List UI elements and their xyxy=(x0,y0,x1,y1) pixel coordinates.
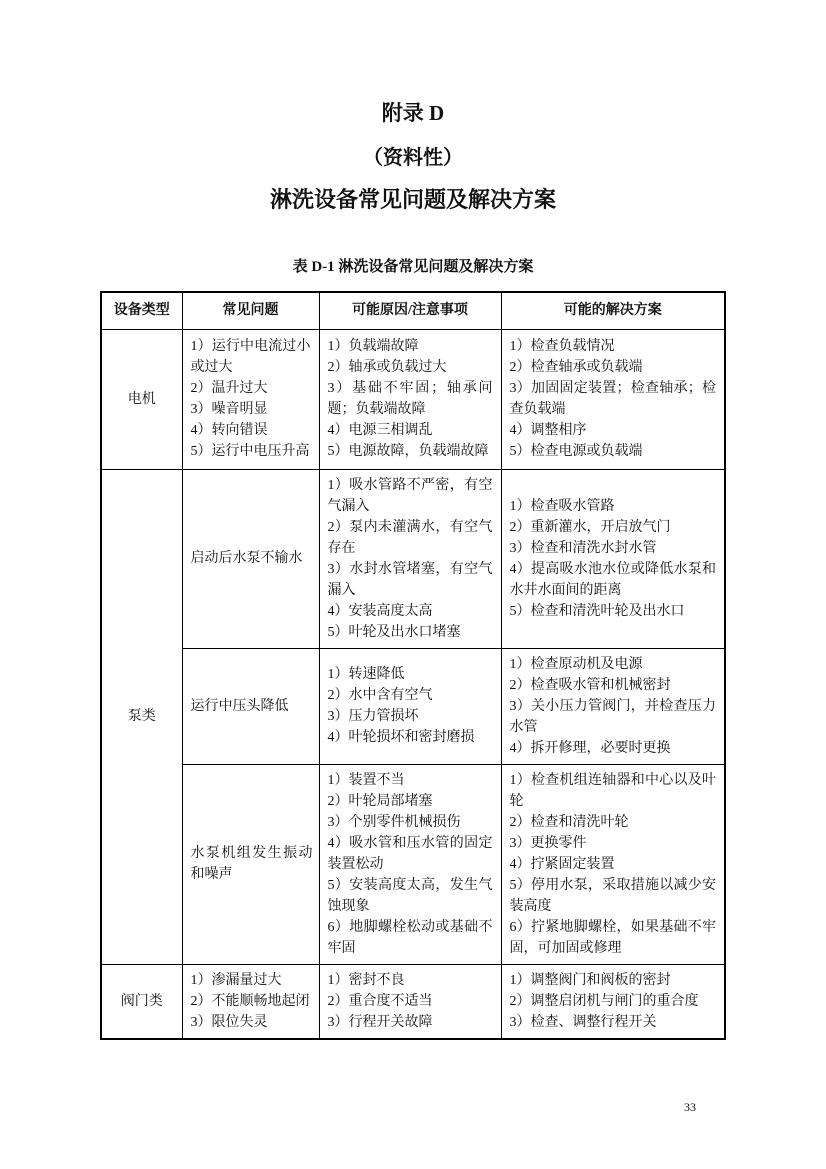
cell-line: 1）密封不良 xyxy=(327,972,405,988)
causes-cell xyxy=(319,648,501,764)
cell-line: 3）噪音明显 xyxy=(190,402,268,417)
causes-cell xyxy=(319,764,501,964)
cell-line: 3）检查和清洗水封水管 xyxy=(509,540,657,556)
cell-line: 2）叶轮局部堵塞 xyxy=(327,793,433,809)
cell-line: 1）检查负载情况 xyxy=(509,339,615,354)
cell-line: 4）拧紧固定装置 xyxy=(509,856,615,872)
cell-line: 2）重新灌水，开启放气门 xyxy=(509,519,671,535)
cell-line: 4）安装高度太高 xyxy=(327,603,433,619)
problems-cell xyxy=(182,964,319,1039)
table-row-valve xyxy=(101,964,725,1039)
cell-line: 3）基础不牢固；轴承问题；负载端故障 xyxy=(327,381,493,417)
cell-line: 5）运行中电压升高 xyxy=(190,444,310,459)
appendix-subject-title: 淋洗设备常见问题及解决方案 xyxy=(269,187,556,212)
cell-line: 3）检查、调整行程开关 xyxy=(509,1014,657,1030)
cell-line: 1）装置不当 xyxy=(327,772,405,788)
cell-line: 4）提高吸水池水位或降低水泵和水井水面间的距离 xyxy=(509,561,716,598)
cell-line: 1）检查机组连轴器和中心以及叶轮 xyxy=(509,772,716,809)
page-number: 33 xyxy=(684,1100,696,1114)
cell-line: 5）叶轮及出水口堵塞 xyxy=(327,624,461,640)
cell-line: 3）行程开关故障 xyxy=(327,1014,433,1030)
cell-line: 5）安装高度太高，发生气蚀现象 xyxy=(327,877,493,914)
cell-line: 2）检查吸水管和机械密封 xyxy=(509,677,671,693)
solutions-cell xyxy=(501,964,725,1039)
problems-cell xyxy=(182,329,319,469)
col-header-possible-cause: 可能原因/注意事项 xyxy=(319,292,501,329)
col-header-equipment-type: 设备类型 xyxy=(101,292,182,329)
cell-line: 1）检查原动机及电源 xyxy=(509,656,643,672)
cell-line: 1）运行中电流过小或过大 xyxy=(190,339,311,375)
equipment-type-cell: 电机 xyxy=(101,329,182,469)
solutions-cell xyxy=(501,764,725,964)
cell-line: 4）调整相序 xyxy=(509,423,587,438)
cell-line: 1）转速降低 xyxy=(327,667,405,682)
troubleshooting-table xyxy=(100,291,726,1040)
problem-label-cell: 水泵机组发生振动和噪声 xyxy=(182,764,319,964)
cell-line: 3）关小压力管阀门，并检查压力水管 xyxy=(509,698,716,735)
cell-line: 2）泵内未灌满水，有空气存在 xyxy=(327,519,493,556)
cell-line: 6）拧紧地脚螺栓，如果基础不牢固，可加固或修理 xyxy=(509,919,716,956)
causes-cell xyxy=(319,469,501,648)
cell-line: 4）拆开修理，必要时更换 xyxy=(509,740,671,756)
table-header-row xyxy=(101,292,725,329)
cell-line: 2）重合度不适当 xyxy=(327,993,433,1009)
equipment-type-cell: 阀门类 xyxy=(101,964,182,1039)
cell-line: 1）负载端故障 xyxy=(327,339,419,354)
cell-line: 2）检查和清洗叶轮 xyxy=(509,814,629,830)
cell-line: 5）停用水泵，采取措施以减少安装高度 xyxy=(509,877,716,914)
table-row-pump-head-drop xyxy=(101,648,725,764)
cell-line: 2）轴承或负载过大 xyxy=(327,360,447,375)
problem-label-cell: 启动后水泵不输水 xyxy=(182,469,319,648)
cell-line: 3）更换零件 xyxy=(509,835,587,851)
cell-line: 5）电源故障，负载端故障 xyxy=(327,444,489,459)
cell-line: 3）限位失灵 xyxy=(190,1014,268,1030)
causes-cell xyxy=(319,964,501,1039)
col-header-common-problem: 常见问题 xyxy=(182,292,319,329)
cell-line: 6）地脚螺栓松动或基础不牢固 xyxy=(327,919,493,956)
col-header-possible-solution: 可能的解决方案 xyxy=(501,292,725,329)
cell-line: 4）叶轮损坏和密封磨损 xyxy=(327,730,475,745)
cell-line: 3）个别零件机械损伤 xyxy=(327,814,461,830)
table-row-pump-no-output xyxy=(101,469,725,648)
equipment-type-cell: 泵类 xyxy=(101,469,182,964)
problem-label-cell: 运行中压头降低 xyxy=(182,648,319,764)
table-row-motor xyxy=(101,329,725,469)
cell-line: 3）加固固定装置；检查轴承；检查负载端 xyxy=(509,381,716,417)
cell-line: 3）压力管损坏 xyxy=(327,709,419,724)
cell-line: 1）渗漏量过大 xyxy=(190,972,282,988)
solutions-cell xyxy=(501,648,725,764)
solutions-cell xyxy=(501,469,725,648)
cell-line: 2）温升过大 xyxy=(190,381,268,396)
cell-line: 2）不能顺畅地起闭 xyxy=(190,993,310,1009)
cell-line: 4）吸水管和压水管的固定装置松动 xyxy=(327,835,493,872)
table-caption: 表 D-1 淋洗设备常见问题及解决方案 xyxy=(292,259,534,275)
cell-line: 2）调整启闭机与闸门的重合度 xyxy=(509,993,699,1009)
table-row-pump-vibration xyxy=(101,764,725,964)
cell-line: 1）调整阀门和阀板的密封 xyxy=(509,972,671,988)
cell-line: 5）检查电源或负载端 xyxy=(509,444,643,459)
informative-label: （资料性） xyxy=(363,147,463,169)
cell-line: 2）水中含有空气 xyxy=(327,688,433,703)
cell-line: 1）吸水管路不严密，有空气漏入 xyxy=(327,477,493,514)
cell-line: 2）检查轴承或负载端 xyxy=(509,360,643,375)
cell-line: 4）电源三相调乱 xyxy=(327,423,433,438)
cell-line: 1）检查吸水管路 xyxy=(509,498,615,514)
solutions-cell xyxy=(501,329,725,469)
cell-line: 4）转向错误 xyxy=(190,423,268,438)
causes-cell xyxy=(319,329,501,469)
appendix-title: 附录 D xyxy=(381,101,445,125)
cell-line: 5）检查和清洗叶轮及出水口 xyxy=(509,603,685,619)
cell-line: 3）水封水管堵塞，有空气漏入 xyxy=(327,561,493,598)
